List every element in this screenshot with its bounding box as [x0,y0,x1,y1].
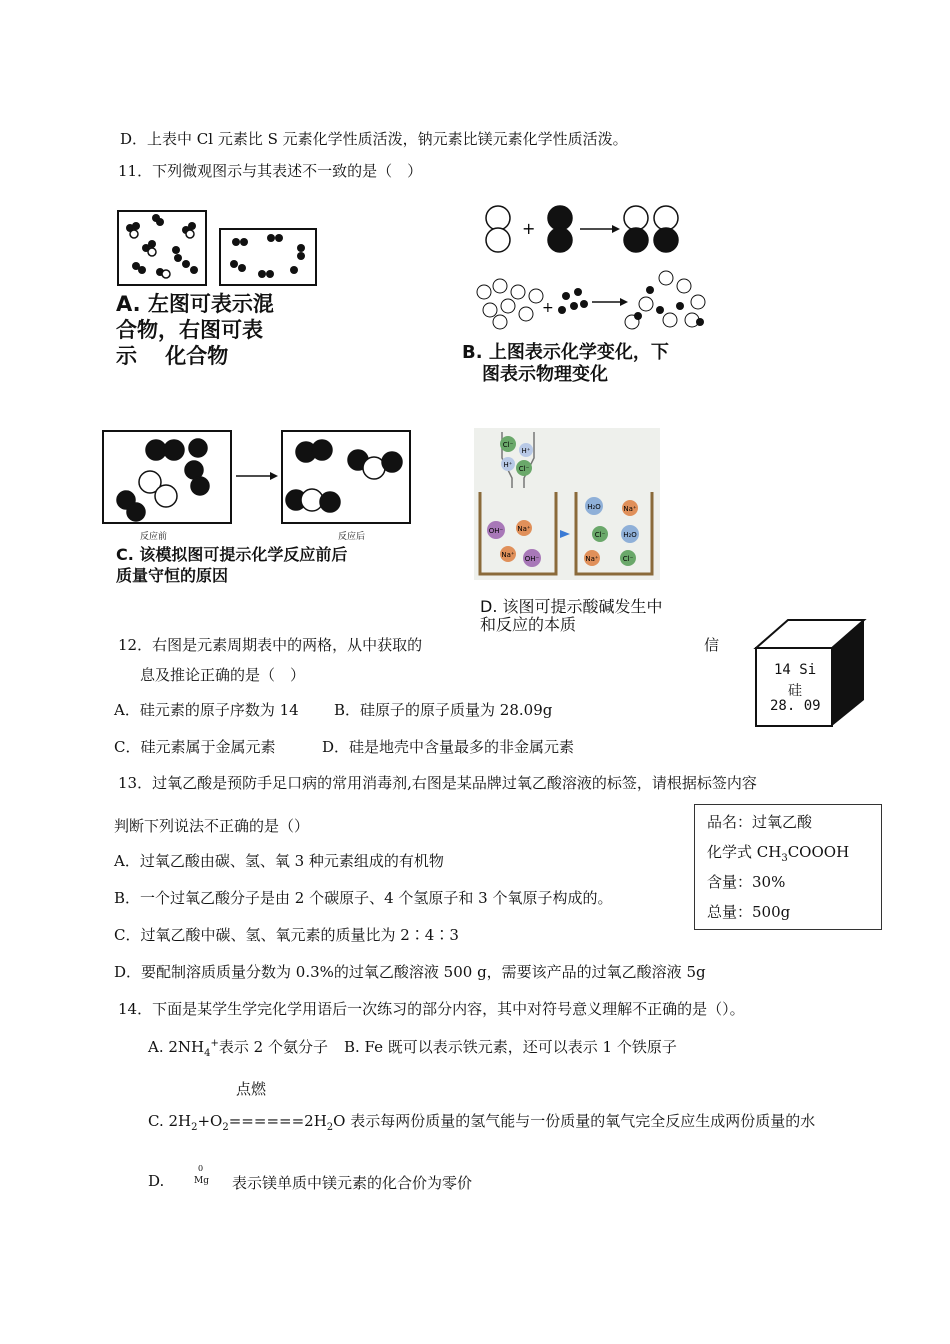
q12-option-a: A．硅元素的原子序数为 14 [114,701,299,719]
q13-stem-1: 13．过氧乙酸是预防手足口病的常用消毒剂,右图是某品牌过氧乙酸溶液的标签，请根据标签内容 [118,774,757,792]
q12-option-b: B．硅原子的原子质量为 28.09g [334,701,553,719]
figure-d-caption-1: D. 该图可提示酸碱发生中 [480,597,663,616]
element-name: 硅 [788,683,802,699]
ion-top-1: Cl⁻ [502,441,514,449]
element-cell-si [752,618,870,728]
figure-c-before-label: 反应前 [140,532,168,542]
q14-option-d-label: D. [148,1172,165,1190]
q12-stem-xin: 信 [704,636,720,654]
element-mass: 28. 09 [770,698,821,714]
q14-option-d-valence: 0 [198,1164,204,1173]
ion-right-6: Cl⁻ [622,555,634,563]
ion-left-1: OH⁻ [488,527,504,535]
figure-c-after-label: 反应后 [338,532,366,542]
ion-right-4: H₂O [623,531,637,539]
q14-option-d-mg: Mg [194,1176,209,1186]
q11-stem: 11．下列微观图示与其表述不一致的是（ ） [118,162,423,180]
q14-option-d-text: 表示镁单质中镁元素的化合价为零价 [232,1174,473,1192]
figure-b [470,196,720,336]
figure-b-diagram [470,196,720,336]
q12-stem-2: 息及推论正确的是（ ） [140,666,306,684]
q14-option-a: A. $2NH_4^+$表示 2 个氨分子 [148,1038,328,1059]
svg-text:+: + [542,300,554,316]
q14-option-c: C. $2H_2+O_2======2H_2O$ 表示每两份质量的氢气能与一份质量的氧气完全反应生成两份质量的水 [148,1112,816,1133]
label-product-name: 品名：过氧乙酸 [707,813,813,831]
product-label [694,804,882,930]
figure-d-diagram [474,428,660,580]
ion-left-4: OH⁻ [524,555,540,563]
q12-option-d: D．硅是地壳中含量最多的非金属元素 [322,738,575,756]
figure-a-boxes [116,208,326,288]
ion-right-1: H₂O [587,503,601,511]
q13-option-c: C．过氧乙酸中碳、氢、氧元素的质量比为 2∶4∶3 [114,926,459,944]
figure-c [100,428,416,538]
figure-b-caption-2: 图表示物理变化 [482,364,608,385]
figure-c-caption-2: 质量守恒的原因 [116,566,229,585]
q13-stem-2: 判断下列说法不正确的是（） [114,817,310,835]
figure-d-caption-2: 和反应的本质 [480,615,577,634]
q12-option-c: C．硅元素属于金属元素 [114,738,276,756]
label-content: 含量：30% [707,873,786,891]
svg-text:+: + [522,219,536,238]
figure-a [116,208,326,288]
ion-top-2: H⁺ [521,447,531,455]
ion-right-2: Na⁺ [623,505,637,513]
figure-a-caption-1: A. 左图可表示混 [116,292,274,316]
figure-a-caption-2: 合物，右图可表 [116,318,263,342]
q12-stem-1: 12．右图是元素周期表中的两格，从中获取的 [118,636,423,654]
ion-top-3: H⁺ [503,461,513,469]
ion-left-2: Na⁺ [517,525,531,533]
q14-stem: 14．下面是某学生学完化学用语后一次练习的部分内容，其中对符号意义理解不正确的是（）。 [118,1000,745,1018]
ion-left-3: Na⁺ [501,551,515,559]
label-total: 总量：500g [707,903,791,921]
ion-right-5: Na⁺ [585,555,599,563]
label-formula: 化学式 $CH_3COOOH$ [707,843,850,864]
ion-top-4: Cl⁻ [518,465,530,473]
figure-b-caption-1: B. 上图表示化学变化，下 [462,342,669,363]
q10-option-d: D．上表中 Cl 元素比 S 元素化学性质活泼，钠元素比镁元素化学性质活泼。 [120,130,628,148]
element-number-symbol: 14 Si [774,662,817,678]
q13-option-d: D．要配制溶质质量分数为 0.3%的过氧乙酸溶液 500 g，需要该产品的过氧乙酸溶液 5g [114,963,706,981]
figure-d [474,428,660,580]
q13-option-a: A．过氧乙酸由碳、氢、氧 3 种元素组成的有机物 [114,852,444,870]
figure-a-caption-3: 示 化合物 [116,344,229,368]
q13-option-b: B．一个过氧乙酸分子是由 2 个碳原子、4 个氢原子和 3 个氧原子构成的。 [114,889,613,907]
figure-c-caption-1: C. 该模拟图可提示化学反应前后 [116,545,348,564]
q14-option-b: B. Fe 既可以表示铁元素，还可以表示 1 个铁原子 [344,1038,677,1056]
q14-ignite-label: 点燃 [236,1080,267,1098]
figure-c-diagram [100,428,416,538]
ion-right-3: Cl⁻ [594,531,606,539]
